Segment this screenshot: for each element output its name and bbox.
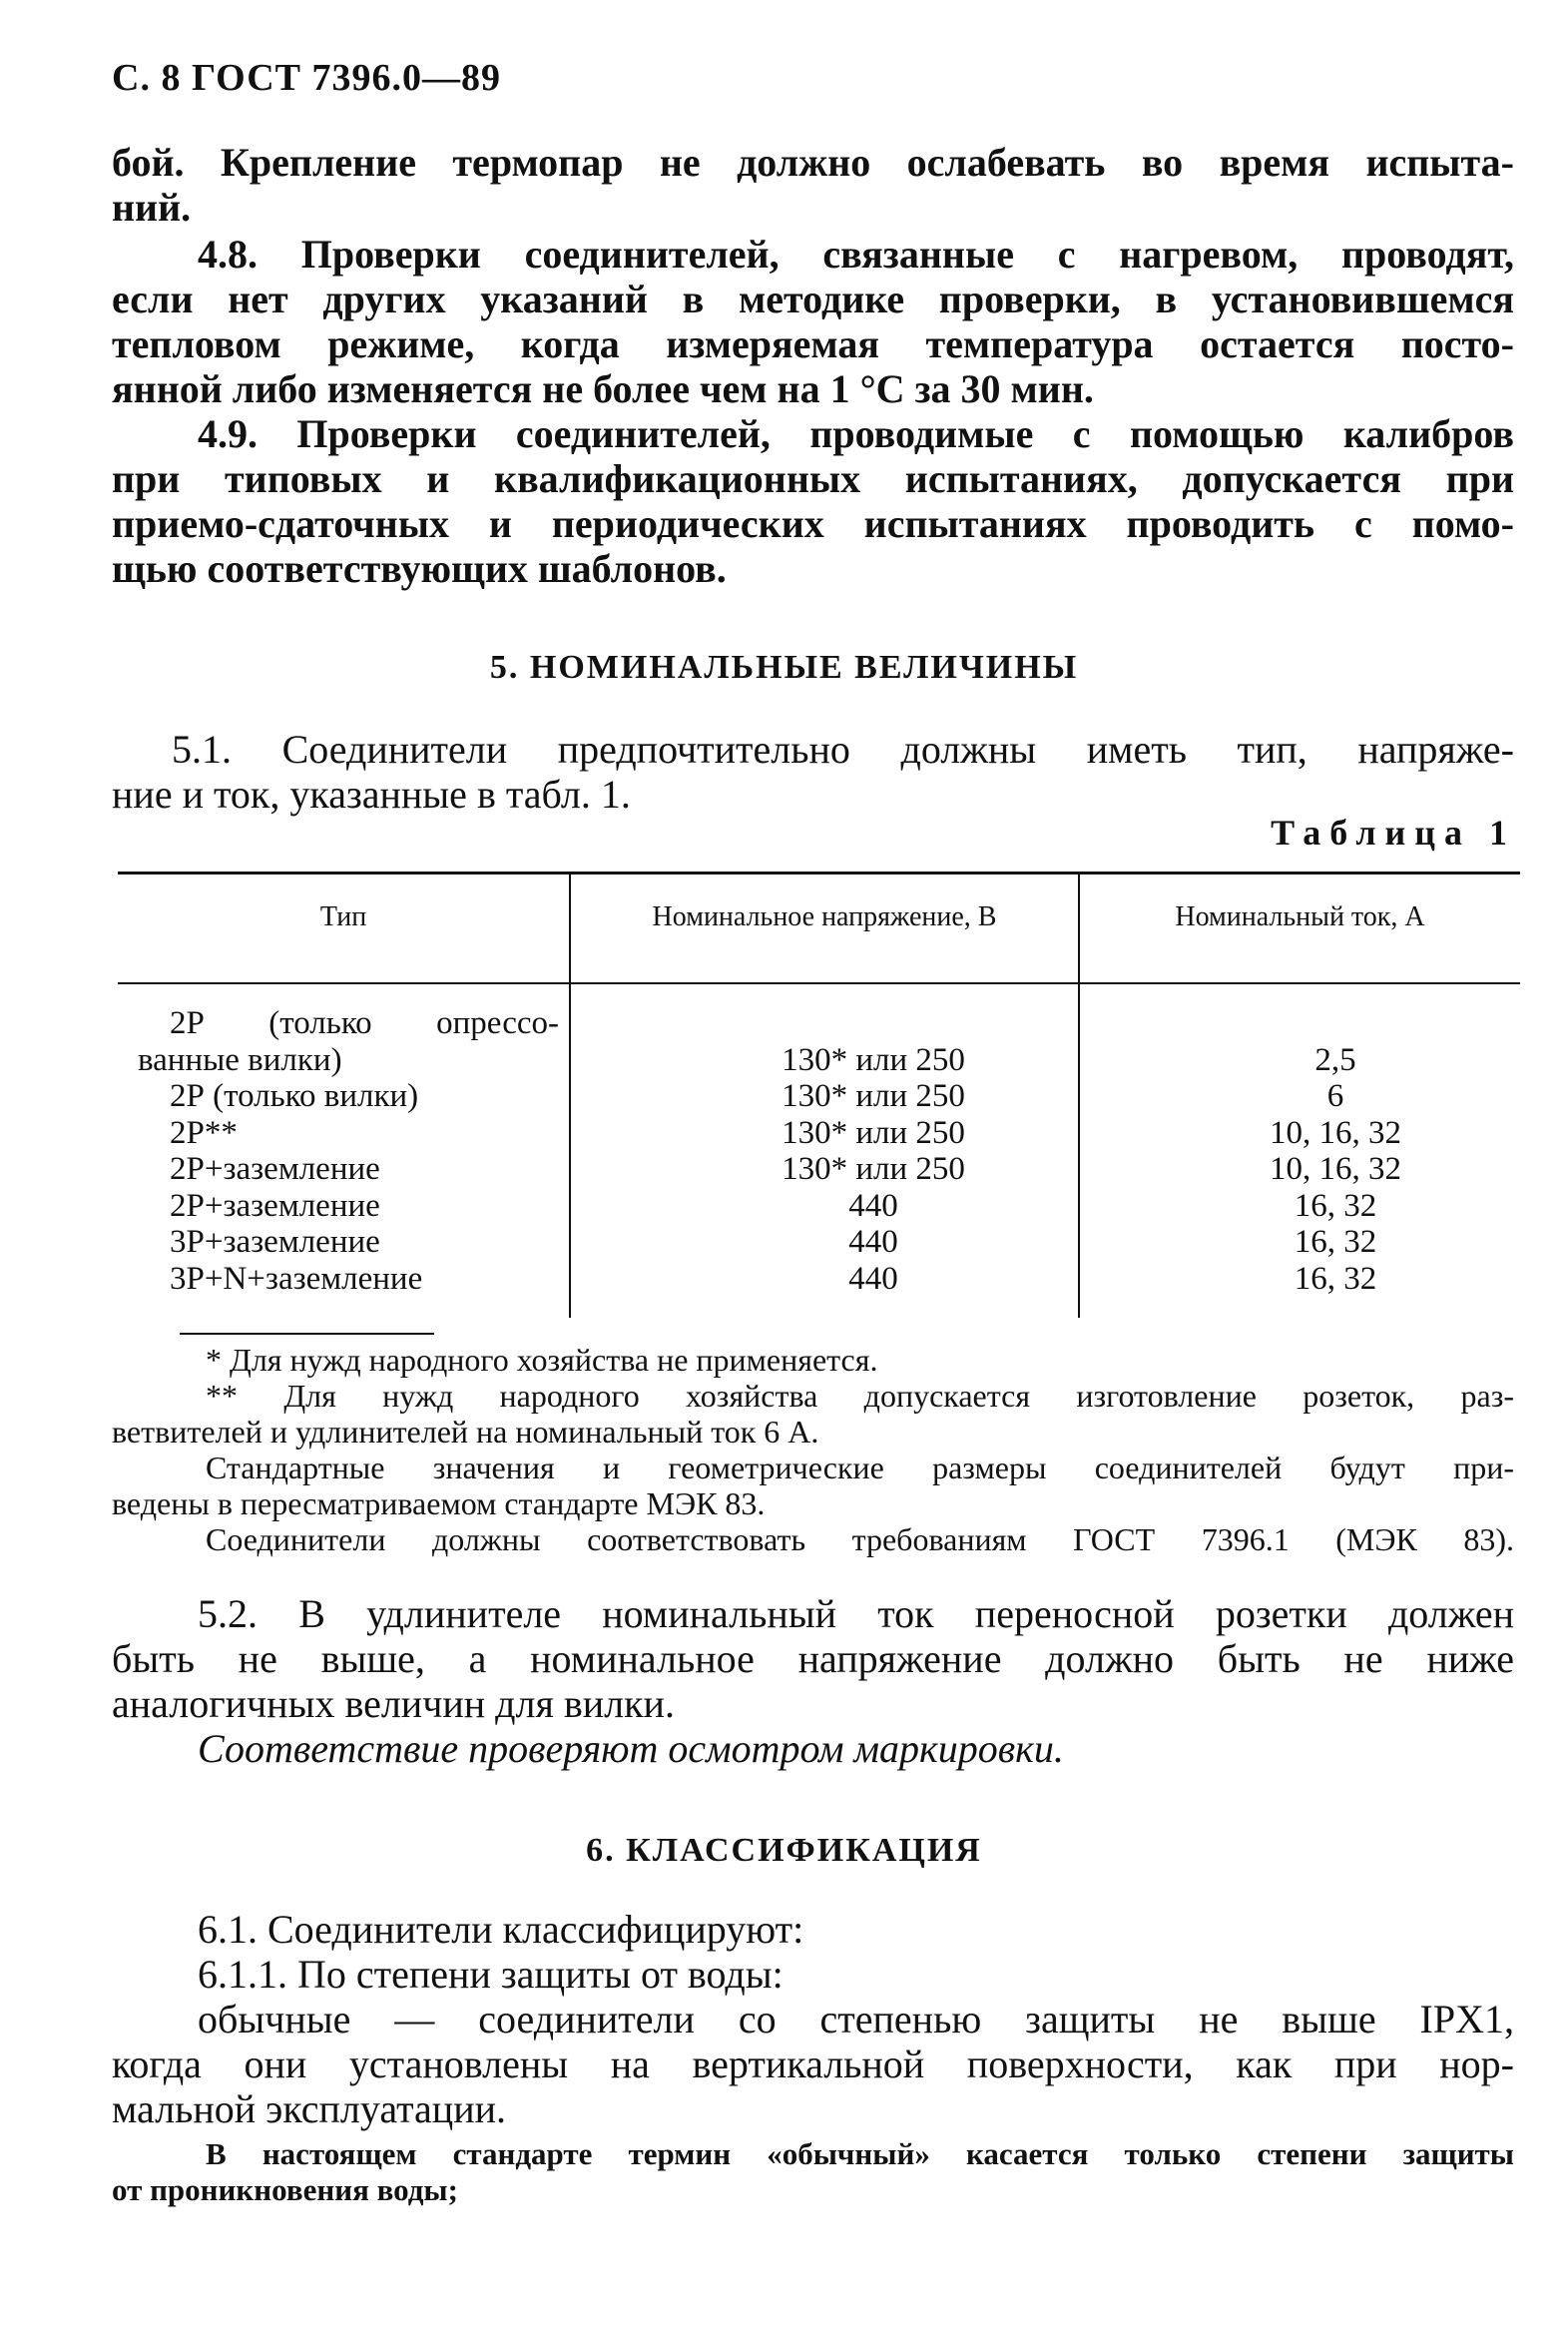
table-cell-current: 16, 32 — [1294, 1187, 1377, 1224]
table-cell-voltage: 130* или 250 — [782, 1114, 965, 1151]
text-line: быть не выше, а номинальное напряжение должно быть не ниже — [112, 1636, 1514, 1681]
table-column-divider — [1078, 872, 1080, 1318]
table-column-divider — [569, 872, 571, 1318]
table-cell-type: ванные вилки) — [138, 1041, 342, 1078]
table-1 — [118, 872, 1520, 1318]
text-line: 6.1. Соединители классифицируют: — [198, 1907, 804, 1952]
table-cell-voltage: 440 — [848, 1224, 898, 1260]
table-cell-current: 2,5 — [1314, 1041, 1356, 1078]
table-header-voltage: Номинальное напряжение, В — [652, 901, 997, 932]
section-5-title: 5. НОМИНАЛЬНЫЕ ВЕЛИЧИНЫ — [489, 649, 1079, 686]
footnote-2-cont: ветвителей и удлинителей на номинальный ток 6 А. — [112, 1414, 819, 1450]
table-cell-type: 3Р+заземление — [170, 1224, 380, 1260]
table-cell-current: 6 — [1326, 1078, 1344, 1114]
text-line: янной либо изменяется не более чем на 1 °С за 30 мин. — [112, 366, 1094, 411]
clause-5-1 — [112, 727, 1514, 817]
table-caption: Таблица 1 — [1271, 813, 1516, 853]
text-line: В настоящем стандарте термин «обычный» касается только степени защиты — [206, 2136, 1514, 2171]
table-cell-type: 3Р+N+заземление — [170, 1260, 423, 1297]
text-line: если нет других указаний в методике проверки, в установившемся — [112, 277, 1514, 321]
table-cell-type: 2Р+заземление — [170, 1151, 380, 1187]
text-line: обычные — соединители со степенью защиты не выше IPX1, — [198, 1997, 1514, 2041]
check-note: Соответствие проверяют осмотром маркировки. — [198, 1726, 1064, 1771]
footnotes — [112, 1342, 1514, 1557]
footnote-1: * Для нужд народного хозяйства не применяется. — [206, 1342, 878, 1378]
table-cell-current: 16, 32 — [1294, 1224, 1377, 1260]
text-line: щью соответствующих шаблонов. — [112, 546, 727, 591]
table-top-rule — [118, 872, 1520, 874]
text-line: 6.1.1. По степени защиты от воды: — [198, 1952, 784, 1997]
text-line: ний. — [112, 185, 192, 230]
page-header: С. 8 ГОСТ 7396.0—89 — [112, 57, 501, 99]
text-line: бой. Крепление термопар не должно ослабевать во время испыта- — [112, 140, 1514, 185]
footnote-rule — [180, 1333, 434, 1335]
note-standard: Стандартные значения и геометрические размеры соединителей будут при- — [206, 1450, 1514, 1485]
table-cell-voltage: 130* или 250 — [782, 1151, 965, 1187]
text-line: приемо-сдаточных и периодических испытаниях проводить с помо- — [112, 501, 1514, 546]
text-line: ние и ток, указанные в табл. 1. — [112, 772, 631, 817]
table-cell-current: 16, 32 — [1294, 1260, 1377, 1297]
table-cell-type: 2Р (только опрессо- — [170, 1005, 559, 1041]
intro-paragraph — [112, 140, 1514, 230]
clause-4-9 — [112, 411, 1514, 591]
table-cell-type: 2Р+заземление — [170, 1187, 380, 1224]
text-line: тепловом режиме, когда измеряемая температура остается посто- — [112, 321, 1514, 366]
text-line: 5.1. Соединители предпочтительно должны иметь тип, напряже- — [172, 727, 1514, 772]
text-line: мальной эксплуатации. — [112, 2086, 507, 2131]
clause-6-1 — [112, 1907, 1514, 2131]
note-standard-cont: ведены в пересматриваемом стандарте МЭК 83. — [112, 1485, 766, 1521]
table-header-rule — [118, 982, 1520, 984]
table-cell-type: 2Р** — [170, 1114, 238, 1151]
table-cell-current: 10, 16, 32 — [1270, 1151, 1401, 1187]
text-line: 4.8. Проверки соединителей, связанные с нагревом, проводят, — [198, 232, 1514, 277]
table-header-type: Тип — [319, 901, 367, 932]
table-cell-voltage: 130* или 250 — [782, 1041, 965, 1078]
text-line: от проникновения воды; — [112, 2172, 458, 2207]
footnote-2: ** Для нужд народного хозяйства допускается изготовление розеток, раз- — [206, 1378, 1514, 1414]
note-requirement: Соединители должны соответствовать требованиям ГОСТ 7396.1 (МЭК 83). — [206, 1521, 1514, 1557]
text-line: 5.2. В удлинителе номинальный ток переносной розетки должен — [198, 1591, 1514, 1636]
section-6-title: 6. КЛАССИФИКАЦИЯ — [586, 1832, 982, 1869]
table-cell-current: 10, 16, 32 — [1270, 1114, 1401, 1151]
table-cell-voltage: 440 — [848, 1187, 898, 1224]
table-header-current: Номинальный ток, А — [1175, 901, 1425, 932]
table-cell-type: 2Р (только вилки) — [170, 1078, 419, 1114]
table-cell-voltage: 130* или 250 — [782, 1078, 965, 1114]
table-cell-voltage: 440 — [848, 1260, 898, 1297]
clause-4-8 — [112, 232, 1514, 411]
text-line: 4.9. Проверки соединителей, проводимые с помощью калибров — [198, 411, 1514, 456]
text-line: при типовых и квалификационных испытаниях, допускается при — [112, 456, 1514, 501]
text-line: аналогичных величин для вилки. — [112, 1681, 675, 1726]
clause-5-2 — [112, 1591, 1514, 1771]
ordinary-note — [112, 2136, 1514, 2208]
text-line: когда они установлены на вертикальной поверхности, как при нор- — [112, 2041, 1514, 2086]
